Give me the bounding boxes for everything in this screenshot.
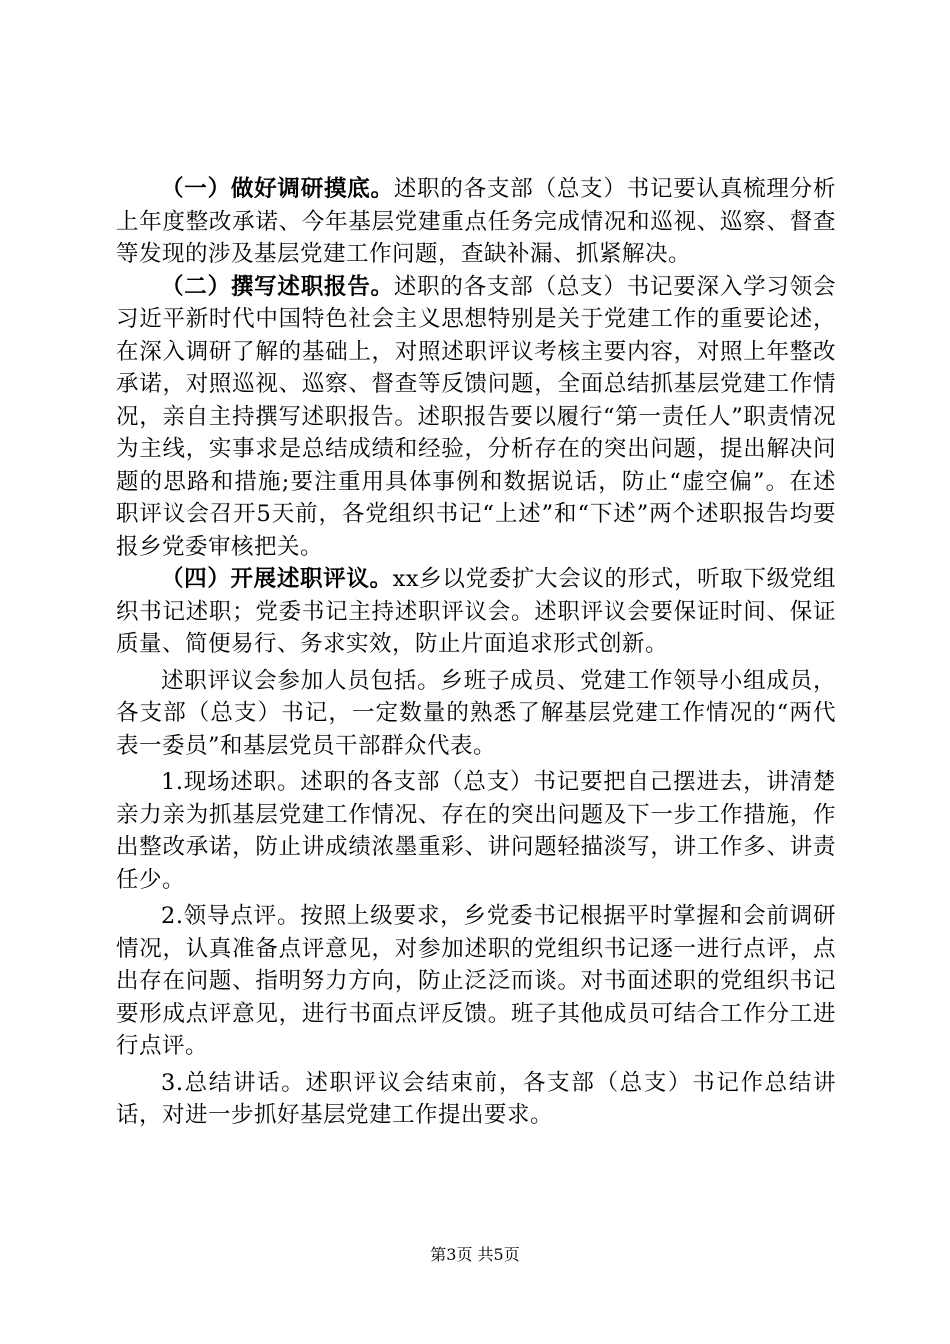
paragraph-text: 2.领导点评。按照上级要求，乡党委书记根据平时掌握和会前调研情况，认真准备点评意见，对参加述职的党组织书记逐一进行点评，点出存在问题、指明努力方向，防止泛泛而谈。对书面述职的党组织书记要形成点评意见，进行书面点评反馈。班子其他成员可结合工作分工进行点评。 [116, 903, 836, 1059]
paragraph-report [116, 271, 836, 564]
paragraph-onsite-report [116, 766, 836, 896]
paragraph-text: 1.现场述职。述职的各支部（总支）书记要把自己摆进去，讲清楚亲力亲为抓基层党建工作情况、存在的突出问题及下一步工作措施，作出整改承诺，防止讲成绩浓墨重彩、讲问题轻描淡写，讲工作多、讲责任少。 [116, 769, 836, 893]
paragraph-summary-speech [116, 1067, 836, 1132]
document-body [116, 173, 836, 1132]
paragraph-participants [116, 665, 836, 763]
paragraph-review [116, 563, 836, 661]
paragraph-heading: （四）开展述职评议。 [161, 566, 393, 592]
paragraph-text: 述职评议会参加人员包括。乡班子成员、党建工作领导小组成员，各支部（总支）书记，一定数量的熟悉了解基层党建工作情况的“两代表一委员”和基层党员干部群众代表。 [116, 667, 836, 759]
paragraph-text: xx乡以党委扩大会议的形式，听取下级党组织书记述职；党委书记主持述职评议会。述职评议会要保证时间、保证质量、简便易行、务求实效，防止片面追求形式创新。 [116, 566, 836, 657]
paragraph-text: 述职的各支部（总支）书记要认真梳理分析上年度整改承诺、今年基层党建重点任务完成情况和巡视、巡察、督查等发现的涉及基层党建工作问题，查缺补漏、抓紧解决。 [116, 176, 836, 267]
paragraph-leader-comment [116, 900, 836, 1063]
paragraph-text: 3.总结讲话。述职评议会结束前，各支部（总支）书记作总结讲话，对进一步抓好基层党建工作提出要求。 [116, 1069, 836, 1128]
paragraph-heading: （二）撰写述职报告。 [161, 273, 394, 300]
paragraph-text: 述职的各支部（总支）书记要深入学习领会习近平新时代中国特色社会主义思想特别是关于党建工作的重要论述，在深入调研了解的基础上，对照述职评议考核主要内容，对照上年整改承诺，对照巡视、巡察、督查等反馈问题，全面总结抓基层党建工作情况，亲自主持撰写述职报告。述职报告要以履行“第一责任人”职责情况为主线，实事求是总结成绩和经验，分析存在的突出问题，提出解决问题的思路和措施;要注重用具体事例和数据说话，防止“虚空偏”。在述职评议会召开5天前，各党组织书记“上述”和“下述”两个述职报告均要报乡党委审核把关。 [116, 273, 836, 560]
page-number-footer: 第3页 共5页 [430, 1245, 520, 1264]
paragraph-heading: （一）做好调研摸底。 [161, 176, 394, 202]
paragraph-research [116, 173, 836, 271]
